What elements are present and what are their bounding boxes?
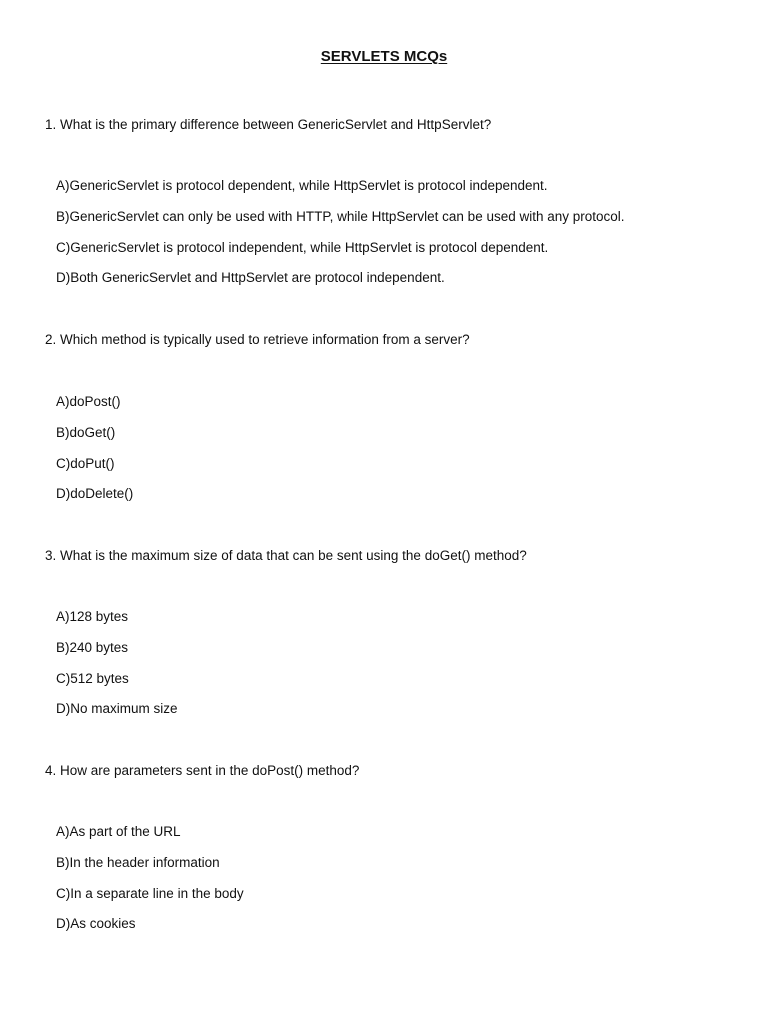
option-1c: C)GenericServlet is protocol independent, while HttpServlet is protocol dependent. [56, 239, 549, 255]
option-2c: C)doPut() [56, 455, 115, 471]
option-3d: D)No maximum size [56, 701, 178, 717]
option-3c: C)512 bytes [56, 670, 129, 686]
question-1-options [56, 178, 625, 301]
option-1b: B)GenericServlet can only be used with HTTP, while HttpServlet can be used with any protocol. [56, 208, 625, 224]
option-2b: B)doGet() [56, 424, 116, 440]
option-1a: A)GenericServlet is protocol dependent, while HttpServlet is protocol independent. [56, 178, 548, 193]
option-3a: A)128 bytes [56, 609, 129, 624]
option-3b: B)240 bytes [56, 639, 129, 655]
question-4: 4. How are parameters sent in the doPost() method? [45, 763, 360, 778]
option-1d: D)Both GenericServlet and HttpServlet are protocol independent. [56, 270, 445, 286]
option-4d: D)As cookies [56, 916, 136, 932]
question-3: 3. What is the maximum size of data that can be sent using the doGet() method? [45, 548, 527, 563]
document-title: SERVLETS MCQs [320, 48, 448, 65]
question-2-options [56, 394, 133, 517]
question-3-options [56, 609, 178, 732]
question-1: 1. What is the primary difference between GenericServlet and HttpServlet? [45, 117, 492, 132]
option-4b: B)In the header information [56, 854, 220, 870]
option-2d: D)doDelete() [56, 486, 134, 502]
question-2: 2. Which method is typically used to retrieve information from a server? [45, 332, 470, 347]
question-4-options [56, 824, 244, 947]
option-4a: A)As part of the URL [56, 824, 181, 839]
option-4c: C)In a separate line in the body [56, 885, 244, 901]
option-2a: A)doPost() [56, 394, 121, 409]
